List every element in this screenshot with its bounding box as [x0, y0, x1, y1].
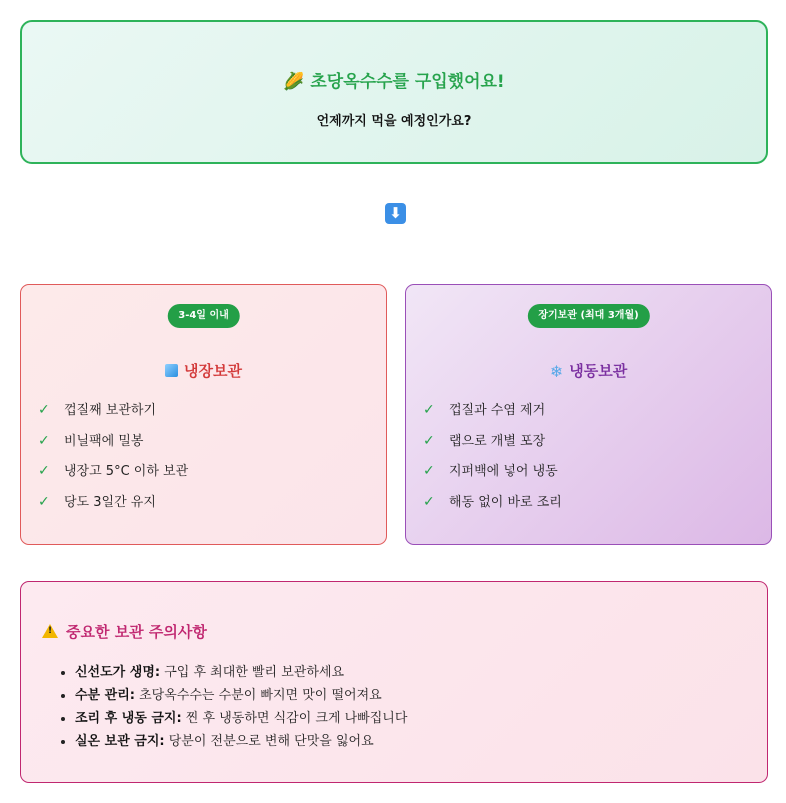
warning-item-label: 조리 후 냉동 금지:: [75, 711, 182, 726]
list-item: [75, 661, 407, 684]
snowflake-icon: ❄: [549, 362, 564, 381]
list-item: [38, 491, 188, 522]
list-item-text: 해동 없이 바로 조리: [449, 494, 562, 510]
storage-warning-card: [20, 581, 768, 783]
fridge-duration-badge: 3-4일 이내: [167, 304, 240, 328]
list-item-text: 껍질과 수염 제거: [449, 403, 546, 418]
warning-item-text: 초당옥수수는 수분이 빠지면 맛이 떨어져요: [139, 688, 382, 703]
corn-icon: 🌽: [283, 72, 305, 92]
list-item: [38, 430, 188, 461]
list-item: [423, 460, 562, 491]
list-item: [38, 460, 188, 491]
freezer-checklist: [423, 399, 562, 521]
list-item-text: 당도 3일간 유지: [64, 494, 156, 510]
purchase-question-card: [20, 20, 768, 164]
warning-item-label: 수분 관리:: [75, 688, 135, 703]
list-item-text: 지퍼백에 넣어 냉동: [449, 464, 558, 479]
check-icon: ✓: [423, 463, 435, 479]
list-item-text: 껍질째 보관하기: [64, 403, 157, 418]
list-item: [423, 430, 562, 461]
freezer-storage-card: [405, 284, 772, 545]
ice-cube-icon: [165, 362, 178, 380]
warning-item-text: 구입 후 최대한 빨리 보관하세요: [164, 665, 345, 680]
fridge-storage-title: [21, 360, 386, 381]
warning-icon: !: [42, 624, 58, 638]
warning-item-text: 찐 후 냉동하면 식감이 크게 나빠집니다: [185, 711, 408, 726]
fridge-checklist: [38, 399, 188, 521]
check-icon: ✓: [423, 402, 435, 418]
fridge-title-text: 냉장보관: [184, 362, 242, 380]
list-item-text: 냉장고 5°C 이하 보관: [64, 464, 189, 479]
warning-item-label: 신선도가 생명:: [75, 665, 161, 680]
freezer-storage-title: [406, 360, 771, 381]
warning-title-text: 중요한 보관 주의사항: [66, 623, 207, 641]
check-icon: ✓: [38, 493, 50, 510]
list-item: [423, 491, 562, 522]
list-item: [75, 730, 407, 753]
warning-item-text: 당분이 전분으로 변해 단맛을 잃어요: [168, 734, 374, 749]
check-icon: ✓: [38, 402, 50, 418]
down-arrow-icon: ⬇: [385, 203, 406, 224]
list-item: [75, 707, 407, 730]
check-icon: ✓: [38, 432, 50, 449]
warning-item-label: 실온 보관 금지:: [75, 734, 165, 749]
freezer-title-text: 냉동보관: [569, 362, 628, 380]
list-item: [75, 684, 407, 707]
check-icon: ✓: [423, 493, 435, 510]
list-item-text: 랩으로 개별 포장: [449, 433, 546, 449]
purchase-title-text: 초당옥수수를 구입했어요!: [310, 72, 505, 92]
warning-list: [57, 661, 407, 753]
check-icon: ✓: [423, 432, 435, 449]
list-item: [423, 399, 562, 430]
check-icon: ✓: [38, 463, 50, 479]
purchase-title: [22, 67, 766, 92]
list-item-text: 비닐팩에 밀봉: [64, 433, 144, 449]
fridge-storage-card: [20, 284, 387, 545]
list-item: [38, 399, 188, 430]
freezer-duration-badge: 장기보관 (최대 3개월): [527, 304, 649, 328]
purchase-question: 언제까지 먹을 예정인가요?: [316, 114, 472, 129]
warning-title: [42, 621, 207, 642]
